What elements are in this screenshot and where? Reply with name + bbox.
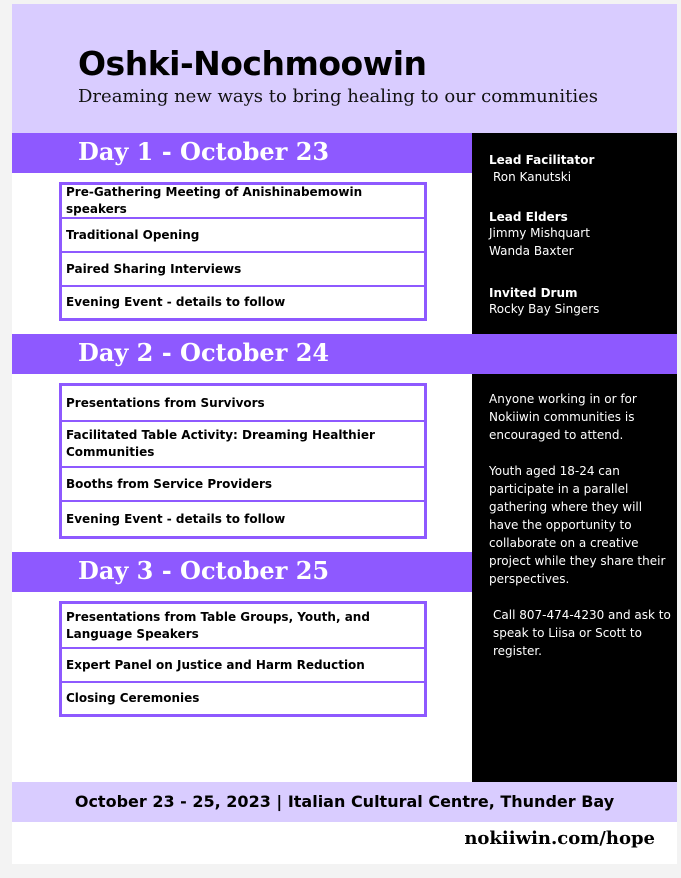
day-1-heading: Day 1 - October 23: [78, 137, 330, 166]
day-2-heading: Day 2 - October 24: [78, 338, 330, 367]
event-title: Oshki-Nochmoowin: [78, 44, 427, 83]
agenda-item: Traditional Opening: [62, 219, 424, 253]
invited-drum-heading: Invited Drum: [489, 286, 578, 300]
agenda-item: Pre-Gathering Meeting of Anishinabemowin speakers: [62, 185, 424, 219]
lead-elder-name: Jimmy Mishquart: [489, 226, 590, 240]
agenda-item: Evening Event - details to follow: [66, 511, 286, 526]
lead-elder-name: Wanda Baxter: [489, 244, 574, 258]
lead-facilitator-name: Ron Kanutski: [493, 170, 572, 184]
agenda-item: Facilitated Table Activity: Dreaming Healthier Communities: [62, 422, 424, 468]
attendance-notes: [489, 390, 671, 678]
flyer-page: [12, 4, 677, 864]
header-banner: [12, 4, 677, 133]
invited-drum-name: Rocky Bay Singers: [489, 302, 600, 316]
lead-elders-heading: Lead Elders: [489, 210, 568, 224]
day-3-banner: [12, 552, 472, 592]
agenda-item: Presentations from Survivors: [62, 386, 424, 422]
youth-note: Youth aged 18-24 can participate in a parallel gathering where they will have the opportunity to collaborate on a creative project while they share their perspectives.: [489, 464, 666, 586]
agenda-item: Presentations from Table Groups, Youth, and Language Speakers: [62, 604, 424, 649]
footer-banner: [12, 782, 677, 822]
agenda-item: Expert Panel on Justice and Harm Reduction: [62, 649, 424, 683]
agenda-item: Evening Event - details to follow: [66, 295, 286, 309]
website-url[interactable]: nokiiwin.com/hope: [464, 828, 655, 849]
day-3-agenda: [59, 601, 427, 717]
attendance-note: Anyone working in or for Nokiiwin communities is encouraged to attend.: [489, 392, 637, 442]
agenda-item: Paired Sharing Interviews: [62, 253, 424, 287]
day-3-heading: Day 3 - October 25: [78, 556, 330, 585]
day-2-agenda: [59, 383, 427, 539]
registration-note: Call 807-474-4230 and ask to speak to Liisa or Scott to register.: [493, 608, 671, 658]
day-1-banner: [12, 133, 472, 173]
event-date-location: October 23 - 25, 2023 | Italian Cultural Centre, Thunder Bay: [74, 792, 615, 811]
day-1-agenda: [59, 182, 427, 321]
event-subtitle: Dreaming new ways to bring healing to our communities: [78, 86, 598, 107]
agenda-item: Booths from Service Providers: [62, 468, 424, 502]
info-sidebar: [472, 133, 677, 782]
agenda-item: Closing Ceremonies: [66, 691, 200, 705]
lead-facilitator-heading: Lead Facilitator: [489, 153, 595, 167]
day-2-banner: [12, 334, 677, 374]
